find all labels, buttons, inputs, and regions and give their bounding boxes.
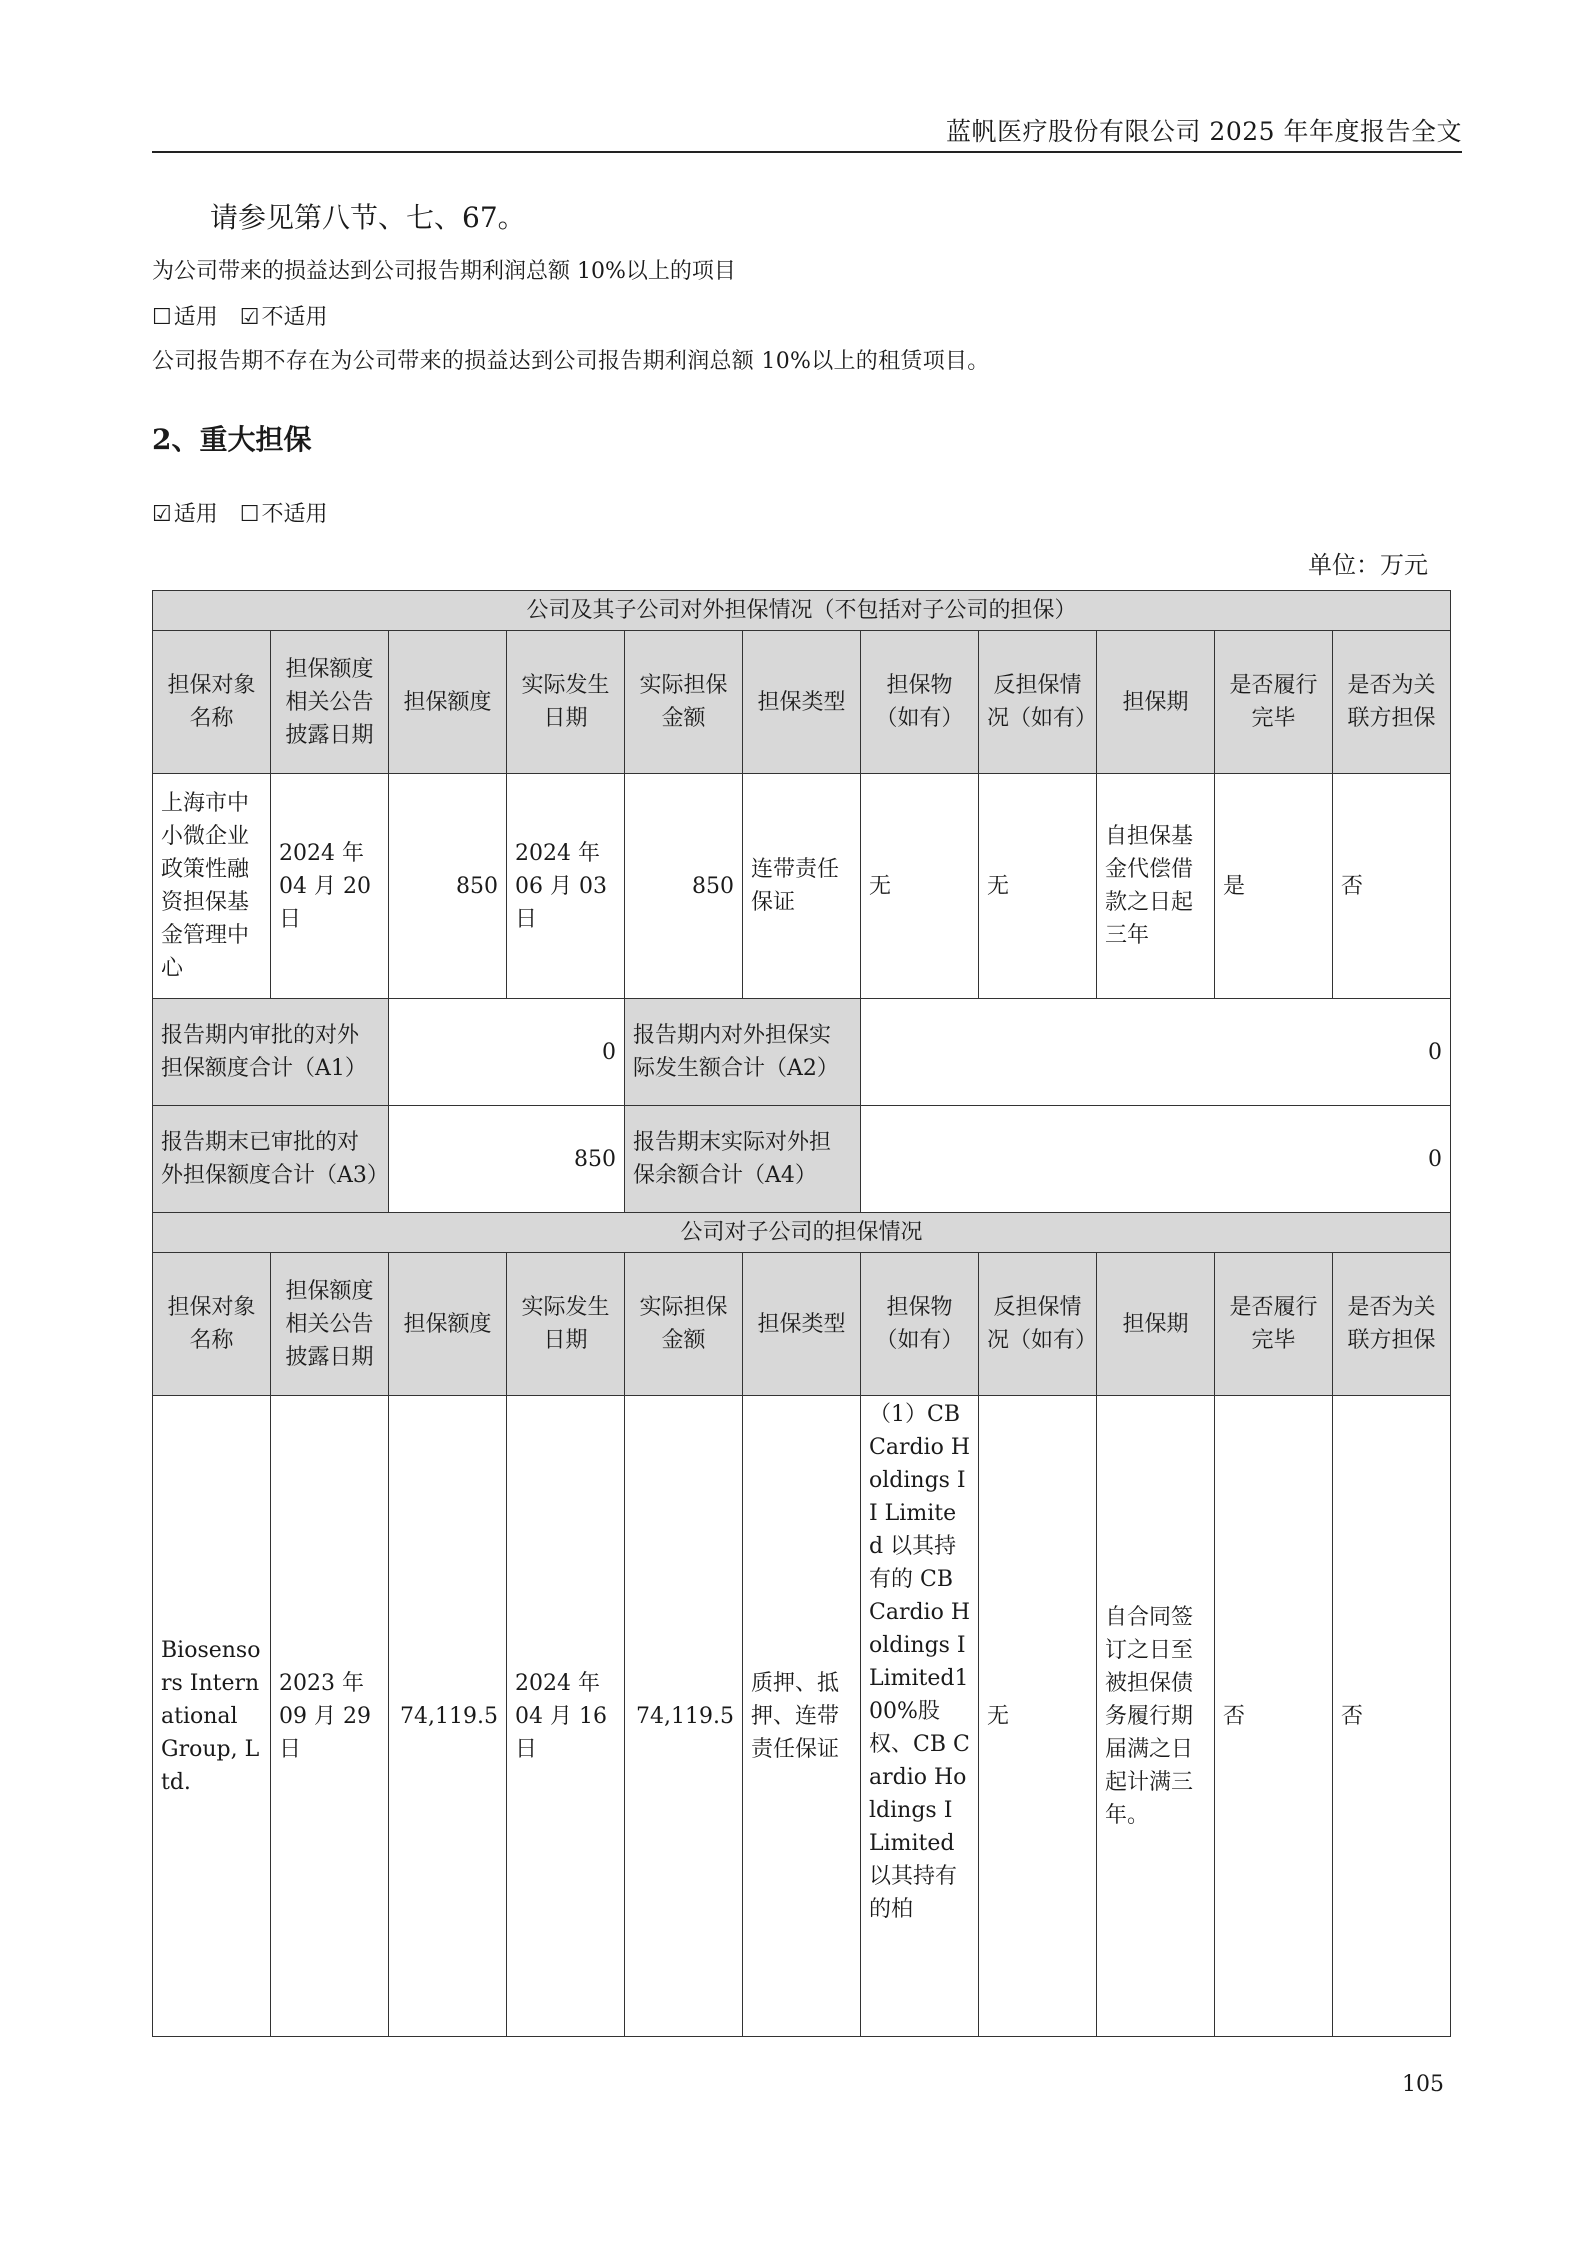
applicability-check-2 <box>152 497 328 528</box>
header-cell: 是否履行完毕 <box>1215 1253 1333 1396</box>
a3-label: 报告期末已审批的对外担保额度合计（A3） <box>153 1106 389 1213</box>
summary-row-a1-a2 <box>153 999 1451 1106</box>
actual-date-cell: 2024 年 06 月 03 日 <box>507 774 625 999</box>
a4-value: 0 <box>861 1106 1451 1213</box>
header-cell: 是否为关联方担保 <box>1333 631 1451 774</box>
page-number: 105 <box>1402 2072 1444 2097</box>
guarantee-table <box>152 590 1451 2037</box>
header-cell: 担保对象名称 <box>153 631 271 774</box>
a1-label: 报告期内审批的对外担保额度合计（A1） <box>153 999 389 1106</box>
guarantee-period-cell: 自合同签订之日至被担保债务履行期届满之日起计满三年。 <box>1097 1396 1215 2037</box>
header-cell: 是否履行完毕 <box>1215 631 1333 774</box>
actual-date-cell: 2024 年 04 月 16 日 <box>507 1396 625 2037</box>
unit-label: 单位：万元 <box>1308 551 1428 579</box>
guarantee-amount-cell: 850 <box>389 774 507 999</box>
a1-value: 0 <box>389 999 625 1106</box>
related-party-cell: 否 <box>1333 774 1451 999</box>
section-heading: 2、重大担保 <box>152 423 312 456</box>
guaranteed-party-cell: Biosensors International Group, Ltd. <box>153 1396 271 2037</box>
table-header-row <box>153 1253 1451 1396</box>
table-row <box>153 774 1451 999</box>
related-party-cell: 否 <box>1333 1396 1451 2037</box>
header-cell: 实际担保金额 <box>625 1253 743 1396</box>
lease-note: 公司报告期不存在为公司带来的损益达到公司报告期利润总额 10%以上的租赁项目。 <box>152 349 990 374</box>
subsidiary-guarantee-title-row <box>153 1213 1451 1253</box>
checkbox-checked-icon: ☑ <box>152 502 172 527</box>
checkbox-checked-icon: ☑ <box>239 305 260 330</box>
reference-line: 请参见第八节、七、67。 <box>210 201 526 234</box>
table-header-row <box>153 631 1451 774</box>
a4-label: 报告期末实际对外担保余额合计（A4） <box>625 1106 861 1213</box>
disclosure-date-cell: 2023 年 09 月 29 日 <box>271 1396 389 2037</box>
guarantee-amount-cell: 74,119.5 <box>389 1396 507 2037</box>
guarantee-type-cell: 连带责任保证 <box>743 774 861 999</box>
applicable-label: 适用 <box>173 305 218 330</box>
header-cell: 担保类型 <box>743 631 861 774</box>
a2-label: 报告期内对外担保实际发生额合计（A2） <box>625 999 861 1106</box>
completed-cell: 是 <box>1215 774 1333 999</box>
counter-guarantee-cell: 无 <box>979 1396 1097 2037</box>
checkbox-unchecked-icon: ☐ <box>239 502 260 527</box>
not-applicable-label: 不适用 <box>261 502 328 527</box>
page-header-title: 蓝帆医疗股份有限公司 2025 年年度报告全文 <box>945 117 1462 146</box>
header-cell: 担保额度 <box>389 1253 507 1396</box>
guarantee-type-cell: 质押、抵押、连带责任保证 <box>743 1396 861 2037</box>
guaranteed-party-cell: 上海市中小微企业政策性融资担保基金管理中心 <box>153 774 271 999</box>
actual-amount-cell: 850 <box>625 774 743 999</box>
subsidiary-guarantee-title: 公司对子公司的担保情况 <box>153 1213 1451 1253</box>
header-cell: 担保额度相关公告披露日期 <box>271 1253 389 1396</box>
summary-row-a3-a4 <box>153 1106 1451 1213</box>
guarantee-period-cell: 自担保基金代偿借款之日起三年 <box>1097 774 1215 999</box>
header-cell: 担保物（如有） <box>861 1253 979 1396</box>
header-cell: 实际发生日期 <box>507 631 625 774</box>
header-cell: 担保额度相关公告披露日期 <box>271 631 389 774</box>
header-cell: 担保对象名称 <box>153 1253 271 1396</box>
a2-value: 0 <box>861 999 1451 1106</box>
header-cell: 担保类型 <box>743 1253 861 1396</box>
collateral-cell: 无 <box>861 774 979 999</box>
header-rule <box>152 151 1462 153</box>
header-cell: 实际担保金额 <box>625 631 743 774</box>
not-applicable-label: 不适用 <box>261 305 328 330</box>
completed-cell: 否 <box>1215 1396 1333 2037</box>
header-cell: 反担保情况（如有） <box>979 1253 1097 1396</box>
external-guarantee-title-row <box>153 591 1451 631</box>
table-row <box>153 1396 1451 2037</box>
header-cell: 担保期 <box>1097 631 1215 774</box>
actual-amount-cell: 74,119.5 <box>625 1396 743 2037</box>
header-cell: 担保物（如有） <box>861 631 979 774</box>
applicable-label: 适用 <box>173 502 218 527</box>
external-guarantee-title: 公司及其子公司对外担保情况（不包括对子公司的担保） <box>153 591 1451 631</box>
a3-value: 850 <box>389 1106 625 1213</box>
applicability-check-1 <box>152 300 328 331</box>
header-cell: 是否为关联方担保 <box>1333 1253 1451 1396</box>
counter-guarantee-cell: 无 <box>979 774 1097 999</box>
header-cell: 担保额度 <box>389 631 507 774</box>
collateral-cell: （1）CB Cardio Holdings II Limited 以其持有的 CB Cardio Holdings I Limited100%股权、CB Cardio Holdings I Limited 以其持有的柏 <box>861 1396 979 2037</box>
header-cell: 反担保情况（如有） <box>979 631 1097 774</box>
checkbox-unchecked-icon: ☐ <box>152 305 172 330</box>
item-line: 为公司带来的损益达到公司报告期利润总额 10%以上的项目 <box>152 259 736 284</box>
header-cell: 担保期 <box>1097 1253 1215 1396</box>
disclosure-date-cell: 2024 年 04 月 20 日 <box>271 774 389 999</box>
header-cell: 实际发生日期 <box>507 1253 625 1396</box>
